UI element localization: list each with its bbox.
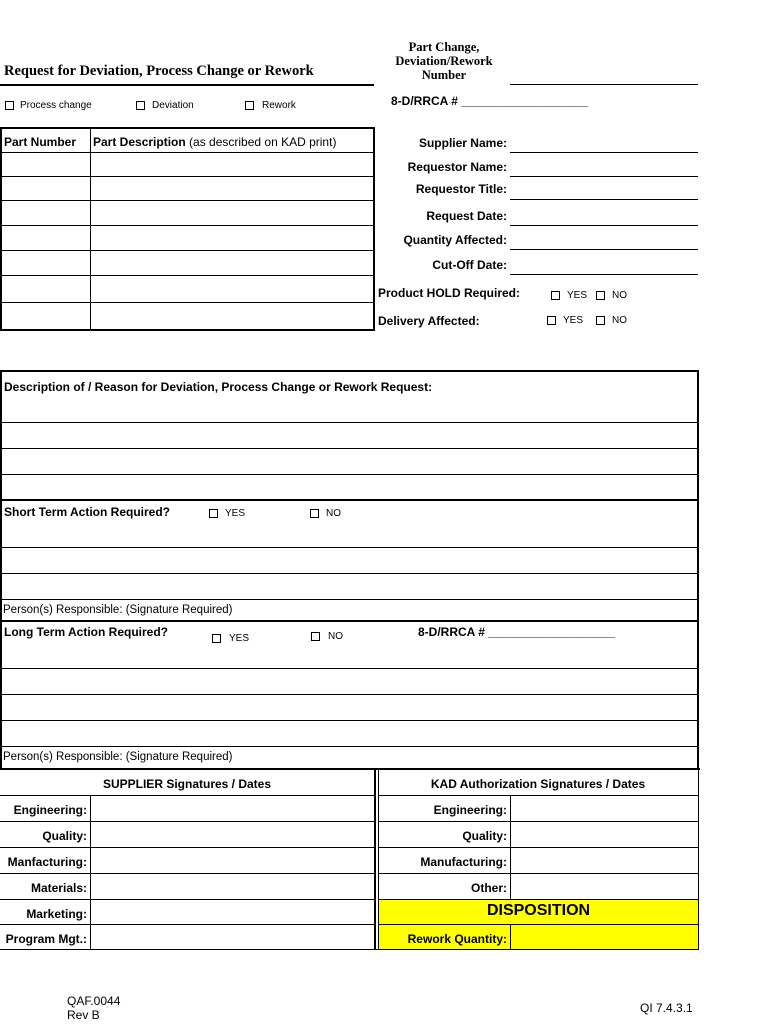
supplier-signatures-header: SUPPLIER Signatures / Dates — [102, 777, 272, 791]
supplier-engineering-label: Engineering: — [13, 803, 87, 817]
long-term-title: Long Term Action Required? — [4, 625, 168, 639]
long-term-responsible: Person(s) Responsible: (Signature Required) — [3, 751, 233, 763]
deviation-checkbox[interactable] — [136, 101, 145, 110]
short-term-yes-checkbox[interactable] — [209, 509, 218, 518]
change-number-label: Part Change, Deviation/Rework Number — [395, 40, 493, 82]
process-change-checkbox[interactable] — [5, 101, 14, 110]
short-term-responsible: Person(s) Responsible: (Signature Required) — [3, 604, 233, 616]
quantity-affected-field[interactable] — [510, 249, 698, 250]
form-title: Request for Deviation, Process Change or Rework — [4, 63, 314, 79]
rework-label: Rework — [262, 100, 296, 111]
supplier-quality-label: Quality: — [42, 829, 87, 843]
rework-quantity-field[interactable] — [512, 926, 697, 948]
long-term-no-label: NO — [328, 631, 343, 642]
delivery-yes-label: YES — [563, 315, 584, 326]
description-title: Description of / Reason for Deviation, Process Change or Rework Request: — [4, 380, 433, 394]
product-hold-yes-label: YES — [567, 290, 588, 301]
kad-quality-label: Quality: — [462, 829, 507, 843]
product-hold-label: Product HOLD Required: — [378, 286, 521, 300]
revision: Rev B — [67, 1008, 100, 1022]
disposition-title: DISPOSITION — [486, 902, 591, 919]
requestor-title-field[interactable] — [510, 199, 698, 200]
supplier-program-mgt-label: Program Mgt.: — [5, 932, 87, 946]
request-date-label: Request Date: — [426, 209, 507, 223]
requestor-name-label: Requestor Name: — [407, 160, 507, 174]
short-term-no-checkbox[interactable] — [310, 509, 319, 518]
delivery-no-checkbox[interactable] — [596, 316, 605, 325]
form-code: QAF.0044 — [67, 994, 121, 1008]
part-number-header: Part Number — [4, 135, 77, 149]
product-hold-no-checkbox[interactable] — [596, 291, 605, 300]
requestor-name-field[interactable] — [510, 176, 698, 177]
request-details-box — [0, 370, 699, 770]
product-hold-yes-checkbox[interactable] — [551, 291, 560, 300]
quantity-affected-label: Quantity Affected: — [403, 233, 507, 247]
kad-manufacturing-label: Manufacturing: — [420, 855, 507, 869]
kad-other-label: Other: — [471, 881, 507, 895]
parts-table-divider — [90, 128, 91, 330]
kad-engineering-label: Engineering: — [433, 803, 507, 817]
short-term-yes-label: YES — [225, 508, 246, 519]
delivery-yes-checkbox[interactable] — [547, 316, 556, 325]
cutoff-date-label: Cut-Off Date: — [432, 258, 507, 272]
change-number-field[interactable] — [510, 84, 698, 85]
kad-signatures-header: KAD Authorization Signatures / Dates — [430, 777, 646, 791]
delivery-no-label: NO — [612, 315, 627, 326]
long-term-yes-label: YES — [229, 633, 250, 644]
cutoff-date-field[interactable] — [510, 274, 698, 275]
qi-reference: QI 7.4.3.1 — [640, 1001, 693, 1015]
long-term-no-checkbox[interactable] — [311, 632, 320, 641]
delivery-affected-label: Delivery Affected: — [378, 314, 480, 328]
supplier-materials-label: Materials: — [30, 881, 87, 895]
deviation-label: Deviation — [152, 100, 194, 111]
requestor-title-label: Requestor Title: — [415, 182, 507, 196]
form-code-block — [67, 994, 120, 1022]
supplier-marketing-label: Marketing: — [26, 907, 87, 921]
rework-checkbox[interactable] — [245, 101, 254, 110]
part-description-header: Part Description (as described on KAD print) — [93, 135, 337, 149]
parts-table — [0, 127, 375, 331]
supplier-name-label: Supplier Name: — [418, 136, 507, 150]
supplier-manufacturing-label: Manfacturing: — [7, 855, 87, 869]
process-change-label: Process change — [20, 100, 92, 111]
short-term-title: Short Term Action Required? — [4, 505, 171, 519]
product-hold-no-label: NO — [612, 290, 627, 301]
short-term-no-label: NO — [326, 508, 341, 519]
rework-quantity-label: Rework Quantity: — [407, 932, 507, 946]
request-date-field[interactable] — [510, 225, 698, 226]
supplier-name-field[interactable] — [510, 152, 698, 153]
rrca-number-label: 8-D/RRCA # ___________________ — [391, 94, 589, 108]
long-term-yes-checkbox[interactable] — [212, 634, 221, 643]
long-term-rrca-label: 8-D/RRCA # ___________________ — [418, 625, 616, 639]
title-underline — [0, 84, 374, 86]
